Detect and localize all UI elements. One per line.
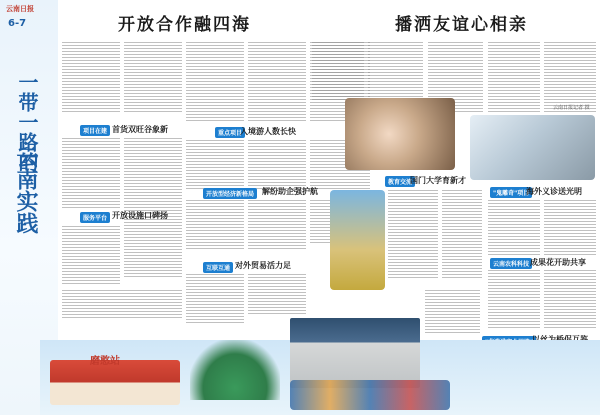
text-column (442, 190, 482, 280)
text-column (186, 274, 244, 324)
text-column (248, 274, 306, 314)
text-column (488, 42, 540, 112)
peacock-illustration (190, 340, 280, 400)
left-headline: 开放合作融四海 (118, 15, 251, 35)
text-column (544, 270, 596, 330)
text-column (544, 42, 596, 112)
text-column (248, 42, 306, 122)
text-column (62, 42, 120, 112)
section-tag: "鬼雕奇"项目 (490, 187, 532, 198)
section-title: 海外义诊送光明 (526, 187, 582, 196)
section-tag: 互联互通 (203, 262, 233, 273)
text-column (368, 42, 423, 102)
text-column (388, 190, 438, 280)
text-column (248, 140, 306, 190)
text-column (248, 200, 306, 250)
section-title: 开放设施口碑扬 (112, 211, 168, 220)
masthead-date: 6-7 (8, 18, 27, 29)
text-column (124, 138, 182, 278)
photo-caption: 云南日报记者 摄 (553, 105, 590, 111)
section-tag: 教育交流 (385, 176, 415, 187)
section-title: 解纷助企强护航 (262, 187, 318, 196)
text-column (488, 200, 540, 255)
text-column (62, 226, 120, 286)
section-title-line2: 云南实践 (13, 146, 39, 234)
text-column (186, 200, 244, 250)
photo-performer (330, 190, 385, 290)
station-sign: 磨憨站 (90, 356, 120, 367)
section-tag: 重点项目 (215, 127, 245, 138)
text-column (425, 290, 480, 335)
photo-cultural-exchange (345, 98, 455, 170)
section-title: 入境游人数长快 (240, 127, 296, 136)
gate-tower (290, 318, 420, 388)
photo-crowd (290, 380, 450, 410)
section-title: 成果花开助共享 (530, 258, 586, 267)
section-title: 对外贸易活力足 (235, 261, 291, 270)
section-tag: 项目在建 (80, 125, 110, 136)
text-column (186, 42, 244, 122)
text-column (62, 138, 120, 208)
photo-eye-clinic (470, 115, 595, 180)
section-tag: 云南农科科技 (490, 258, 532, 269)
section-title: 首货双旺谷象新 (112, 125, 168, 134)
section-title-line1: 一带一路的 (15, 72, 39, 172)
section-tag: 服务平台 (80, 212, 110, 223)
text-column (488, 270, 540, 330)
masthead-logo: 云南日报 (6, 5, 34, 13)
section-tag: 开放型经济新格局 (203, 188, 257, 199)
section-title: 国门大学育新才 (410, 176, 466, 185)
text-column (62, 290, 182, 320)
text-column (186, 140, 244, 190)
text-column (544, 200, 596, 255)
text-column (124, 42, 182, 112)
text-column (312, 42, 364, 102)
right-headline: 播洒友谊心相亲 (395, 15, 528, 35)
